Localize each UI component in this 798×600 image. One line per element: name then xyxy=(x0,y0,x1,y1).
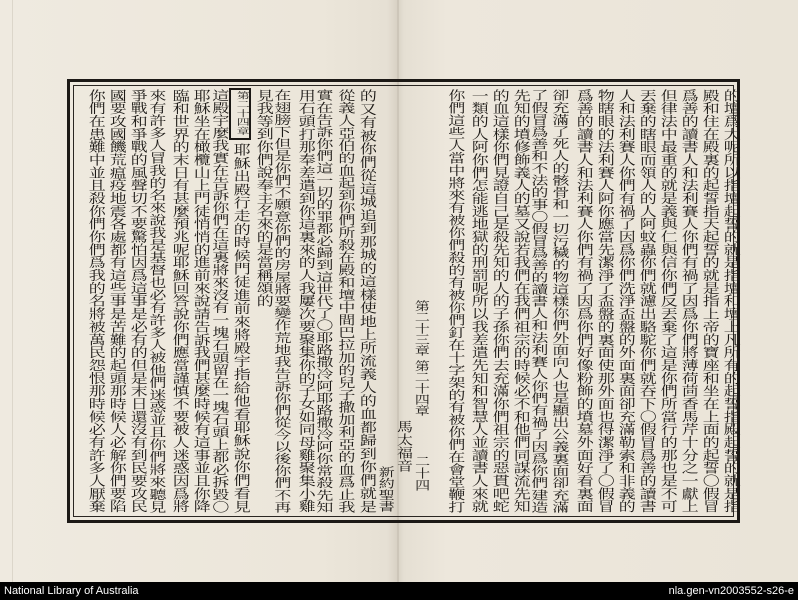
gutter-page-number: 二十四 xyxy=(413,455,431,491)
text-column: 來有許多人冒我的名來說我是基督也必有許多人被他們迷惑並且你們將來聽見 xyxy=(146,89,168,513)
text-column: 先知的墳修飾義人的墓又說若我們在我們祖宗的時候必不和他們同謀流先知 xyxy=(509,89,530,513)
text-column: 爭戰和爭戰的風聲切不要驚怕因爲這事是必有的但是末日還沒有到民要攻民 xyxy=(126,89,147,513)
text-column: 卻充滿了死人的骸骨和一切污穢的物這樣你們外面向人也是顯出公義裏面卻充滿 xyxy=(550,89,570,513)
text-column: 你們在患難中並且殺你們你們爲我的名將被萬民怨恨那時候必有許多人厭棄 xyxy=(84,89,105,513)
footer-bar xyxy=(0,582,798,600)
text-column: 耶穌出殿行走的時候門徒進前來將殿宇指給他看耶穌說你們看見 xyxy=(230,143,250,513)
text-column: 但律法中最重的就是義與仁與信你們反丟棄了這是你們所當行的那也是不可 xyxy=(656,89,677,513)
text-column: 從義人亞伯的血起到你們所殺在殿和壇中間巴拉加的兒子撒加利亞的血爲止我 xyxy=(335,89,357,513)
paper-edge xyxy=(12,0,13,582)
text-column: 的又有被你們從這城追到那城的這樣使地上所流義人的血都歸到你們就是 xyxy=(356,89,376,513)
text-column: 你們這些人當中將來有被你們殺的有被你們釘在十字架的有被你們在會堂鞭打 xyxy=(445,89,467,513)
text-column: 的壇爲大呢所以指壇起誓的就是指壇和壇上凡所有的起誓指殿起誓的就是指 xyxy=(719,89,740,513)
text-column: 爲善的讀書人和法利賽人你們有禍了因爲你們好像粉飾的墳墓外面好看裏面 xyxy=(572,89,593,513)
text-column: 見我等到你們說奉主名來的是當稱頌的 xyxy=(252,89,273,307)
text-column: 臨和世界的末日有甚麼預兆呢耶穌回答說你們應當謹慎不要被人迷惑因爲將 xyxy=(168,89,189,513)
text-column: 耶穌坐在橄欖山上門徒悄悄的進前來說請告訴我們甚麼時候有這事並且你降 xyxy=(189,89,210,513)
text-column: 人和法利賽人你們有禍了因爲你們洗淨盃盤的外面裏面卻充滿勒索和非義的 xyxy=(614,89,635,513)
gutter-chapter-23: 第二十三章 xyxy=(413,300,431,356)
text-column: 這殿宇麼我實在告訴你們在這裏將來沒有一塊石頭留在一塊石頭上都必拆毀〇 xyxy=(209,89,231,513)
gutter-chapter-24: 第二十四章 xyxy=(413,360,431,416)
text-column: 用石頭打那奉差遣到你這裏來的人我屢次要聚集你的子女如同母雞聚集小雞 xyxy=(294,89,315,513)
gutter-book-title: 新約聖書 xyxy=(377,466,397,512)
text-column: 物瞎眼的法利賽人阿你應當先潔淨了盃盤的裏面使那外面也得潔淨了〇假冒 xyxy=(593,89,614,513)
text-column: 在翅膀下但是你們不願意你們的房屋將要變作荒地我告訴你們從今以後你們不再 xyxy=(272,89,292,513)
gutter-gospel-title: 馬太福音 xyxy=(392,420,412,472)
text-column: 丟棄的瞎眼而領人的人阿蚊蟲你們就濾出駱駝你們就吞下〇假冒爲善的讀書 xyxy=(635,89,656,513)
text-column: 爲善的讀書人和法利賽人你們有禍了因爲你們將薄荷茴香馬芹十分之一獻上 xyxy=(677,89,698,513)
text-column: 國要攻國饑荒瘟疫地震各處都有這些事是苦難的起頭那時候人必解你們要陷 xyxy=(105,89,126,513)
footer-institution: National Library of Australia xyxy=(4,585,139,597)
text-column: 實在告訴你們這一切的罪都必歸到這世代了〇耶路撒冷阿耶路撒冷阿你常殺先知 xyxy=(314,89,334,513)
chapter-heading-label: 第二十四章 xyxy=(233,91,248,135)
text-column: 了假冒爲善和不法的事〇假冒爲善的讀書人和法利賽人你們有禍了因爲你們建造 xyxy=(529,89,549,513)
text-column: 一類的人阿你們怎能逃地獄的刑罰呢所以我差遣先知和智慧人並讀書人來就 xyxy=(467,89,488,513)
text-column: 殿和住在殿裏的起誓指天起誓的就是指上帝的寶座和坐在上面的起誓〇假冒 xyxy=(698,89,719,513)
footer-item-id: nla.gen-vn2003552-s26-e xyxy=(668,585,794,597)
text-column: 的血這樣你們見證自己是殺先知的人的子孫你們去充滿你們祖宗的惡貫吧蛇 xyxy=(488,89,509,513)
